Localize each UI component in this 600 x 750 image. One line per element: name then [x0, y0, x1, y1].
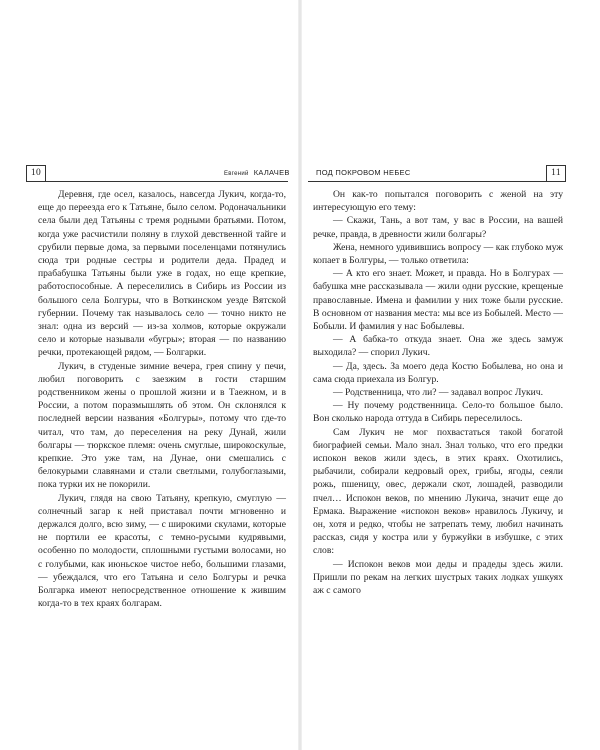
paragraph: — Родственница, что ли? — задавал вопрос Лукич.	[333, 387, 544, 399]
right-page-text	[313, 188, 563, 597]
left-page-text	[38, 188, 286, 611]
right-page	[300, 0, 600, 750]
paragraph: — А бабка-то откуда знает. Она же здесь замуж выходила? — спорил Лукич.	[313, 334, 563, 359]
running-title	[316, 168, 411, 177]
paragraph: Лукич, глядя на свою Татьяну, крепкую, смуглую — солнечный загар к ней приставал почти мгновенно и держался долго, всю зиму, — с широкими скулами, которые не портили ее красоты, с темно-русыми кудрявыми, особенно по молодости, сплошными густыми волосами, но с голубыми, как июньское чистое небо, большими глазами, — убеждался, что его Татьяна и село Болгуры и речка Болгарка имеют непосредственное отношение к жившим когда-то в тех краях болгарам.	[38, 492, 286, 610]
paragraph: Деревня, где осел, казалось, навсегда Лукич, когда-то, еще до переезда его к Татьяне, было селом. Родоначальники села были дед Татьяны с тремя родными братьями. Потом, когда уже расчистили поляну в глухой девственной тайге и срубили первые дома, за первыми поселенцами потянулись сюда три родные сестры и родители деда. Прадед и прабабушка Татьяны были уже в годах, но еще крепкие, работоспособные. А переселились в Сибирь из России из большого села Болгуры, что в Воткинском уезде Вятской губернии. Почему так называлось село — точно никто не знал: одна из версий — из-за холмов, которые окружали село и которые называли «бугры»; вторая — по названию речки, протекающей рядом, — Болгарки.	[38, 189, 286, 359]
paragraph: — Испокон веков мои деды и прадеды здесь жили. Пришли по рекам на легких шустрых таких лодках ушкуях аж с самого	[313, 558, 563, 597]
paragraph: Сам Лукич не мог похвастаться такой богатой биографией семьи. Мало знал. Знал только, что его предки испокон веков жили здесь, в этих краях. Охотились, рыбачили, собирали кедровый орех, грибы, ягоды, сеяли рожь, пшеницу, овес, держали скот, лошадей, разводили пчел… Испокон веков, по мнению Лукича, значит еще до Ермака. Выражение «испокон веков» нравилось Лукичу, и он, хотя и редко, чтобы не затрепать тему, любил начинать рассказ, сидя у костра или у буржуйки в избушке, с этих слов:	[313, 426, 563, 557]
paragraph: Он как-то попытался поговорить с женой на эту интересующую его тему:	[313, 189, 563, 214]
paragraph: Лукич, в студеные зимние вечера, грея спину у печи, любил поговорить с заезжим в гости старшим родственником жены о прошлой жизни и в Таежном, и в России, а потом поразмышлять об этом. Он склонялся к последней версии названия «Болгуры», потому что где-то читал, что там, до переселения на реку Дунай, жили болгары — тюркское племя: очень смуглые, широкоскулые, крепкие. Это уже там, на Дунае, они смешались с белокурыми славянами и стали светлыми, голубоглазыми, пока турки их не покорили.	[38, 360, 286, 491]
running-title-text: ПОД ПОКРОВОМ НЕБЕС	[316, 168, 411, 177]
paragraph: Жена, немного удивившись вопросу — как глубоко муж копает в Болгуры, — только ответила:	[313, 241, 563, 267]
author-name	[224, 168, 290, 177]
author-first-name: Евгений	[224, 171, 249, 177]
paragraph: — А кто его знает. Может, и правда. Но в Болгурах — бабушка мне рассказывала — жили одни русские, крещеные православные. Имена и фамилии у них тоже были русские. В основном от названия места: мы все из Бобылей. Место — Бобыли. И фамилия у нас Бобылевы.	[313, 268, 563, 333]
paragraph: — Скажи, Тань, а вот там, у вас в России, на вашей речке, правда, в древности жили болгары?	[313, 215, 563, 240]
page-number: 10	[26, 165, 46, 182]
page-number: 11	[546, 165, 566, 182]
right-running-header	[308, 165, 566, 182]
paragraph: — Да, здесь. За моего деда Костю Бобылева, но она и сама сюда приехала из Болгур.	[313, 360, 563, 385]
author-last-name: КАЛАЧЕВ	[253, 168, 290, 177]
left-running-header	[26, 165, 288, 182]
paragraph: — Ну почему родственница. Село-то большое было. Вон сколько народа оттуда в Сибирь переселилось.	[313, 400, 563, 425]
